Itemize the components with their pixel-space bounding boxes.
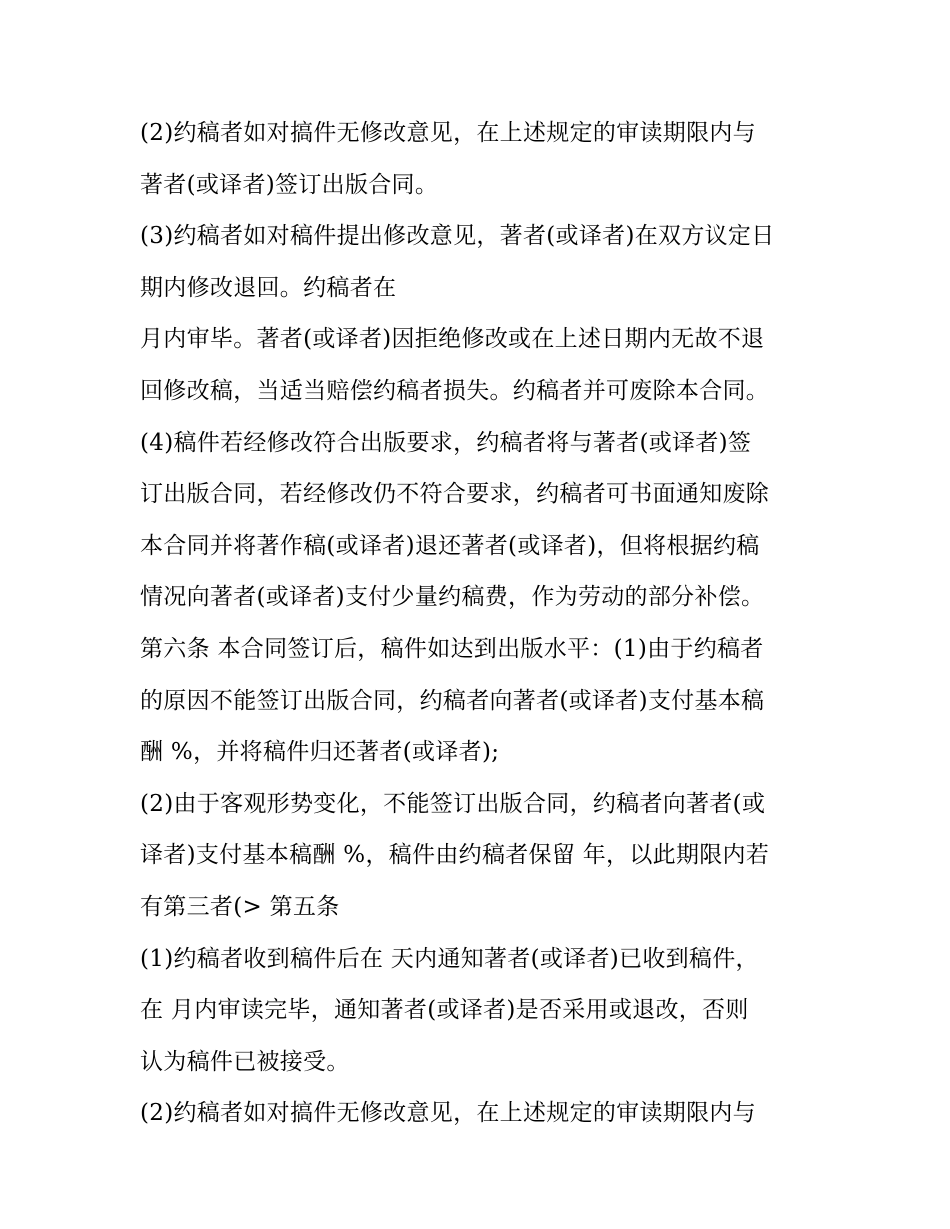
text-line: 月内审毕。著者(或译者)因拒绝修改或在上述日期内无故不退: [140, 326, 765, 353]
text-line: 情况向著者(或译者)支付少量约稿费，作为劳动的部分补偿。: [140, 584, 765, 611]
text-line: 有第三者(> 第五条: [140, 893, 340, 920]
text-line: (2)由于客观形势变化，不能签订出版合同，约稿者向著者(或: [140, 790, 766, 817]
text-line: (1)约稿者收到稿件后在 天内通知著者(或译者)已收到稿件，: [140, 945, 759, 972]
text-line: 认为稿件已被接受。: [140, 1048, 350, 1075]
text-line: (4)稿件若经修改符合出版要求，约稿者将与著者(或译者)签: [140, 429, 752, 456]
document-body: [140, 108, 830, 1140]
text-line: 译者)支付基本稿酬 %，稿件由约稿者保留 年，以此期限内若: [140, 842, 770, 869]
text-line: (3)约稿者如对稿件提出修改意见，著者(或译者)在双方议定日: [140, 223, 775, 250]
text-line: 著者(或译者)签订出版合同。: [140, 171, 439, 198]
text-line: 第六条 本合同签订后，稿件如达到出版水平：(1)由于约稿者: [140, 635, 764, 662]
text-line: 本合同并将著作稿(或译者)退还著者(或译者)，但将根据约稿: [140, 532, 760, 559]
text-line: 期内修改退回。约稿者在: [140, 274, 397, 301]
text-line: 回修改稿，当适当赔偿约稿者损失。约稿者并可废除本合同。: [140, 377, 770, 404]
text-line: 酬 %，并将稿件归还著者(或译者);: [140, 739, 500, 766]
text-line: 在 月内审读完毕，通知著者(或译者)是否采用或退改，否则: [140, 997, 749, 1024]
text-line: (2)约稿者如对搞件无修改意见，在上述规定的审读期限内与: [140, 120, 756, 146]
text-line: (2)约稿者如对搞件无修改意见，在上述规定的审读期限内与: [140, 1100, 756, 1127]
text-line: 订出版合同，若经修改仍不符合要求，约稿者可书面通知废除: [140, 481, 770, 508]
text-line: 的原因不能签订出版合同，约稿者向著者(或译者)支付基本稿: [140, 687, 765, 714]
